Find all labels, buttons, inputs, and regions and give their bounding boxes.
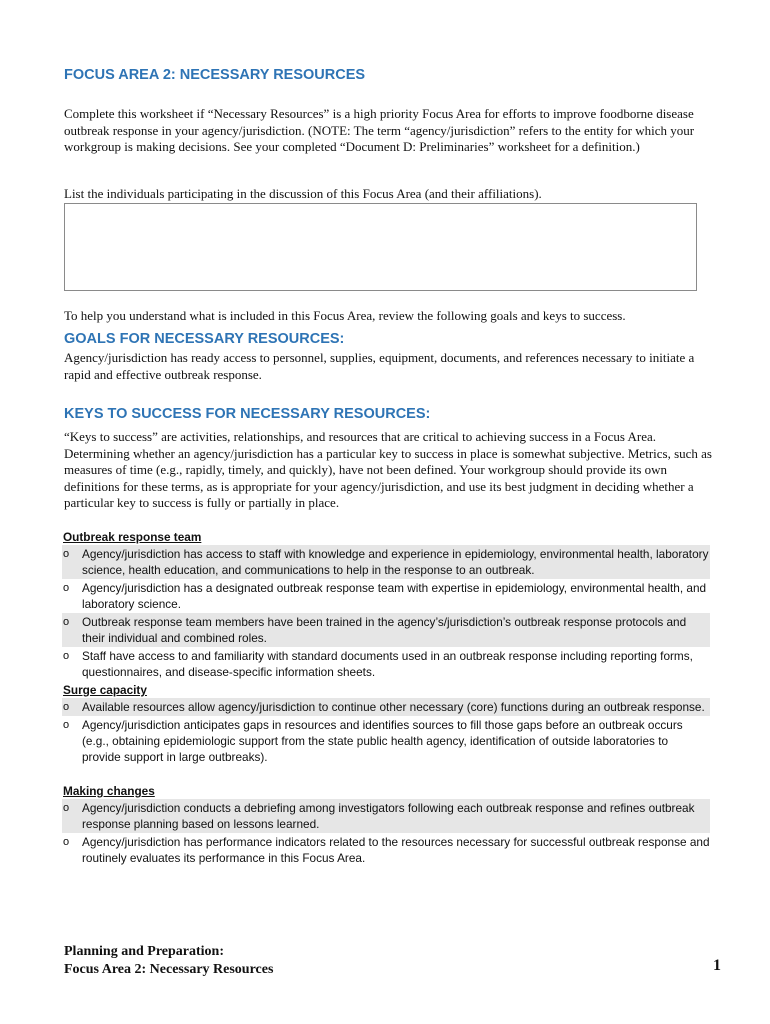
checklist-item-text: Agency/jurisdiction has a designated outbreak response team with expertise in epidemiology, environmental health, and laboratory science. (82, 581, 707, 611)
goals-paragraph: Agency/jurisdiction has ready access to personnel, supplies, equipment, documents, and references necessary to initiate a rapid and effective outbreak response. (64, 350, 695, 382)
review-instruction: To help you understand what is included in this Focus Area, review the following goals and keys to success. (64, 308, 626, 323)
checklist-item (62, 579, 710, 613)
section-outbreak-response-team (62, 530, 710, 681)
section-title: Surge capacity (63, 683, 147, 697)
bullet-circle-icon: o (63, 701, 70, 713)
section-making-changes (62, 784, 710, 867)
goals-heading: GOALS FOR NECESSARY RESOURCES: (64, 331, 345, 347)
checklist-item (62, 716, 710, 766)
checklist-item (62, 833, 710, 867)
bullet-circle-icon: o (63, 836, 70, 848)
checklist-item-text: Agency/jurisdiction has performance indicators related to the resources necessary for successful outbreak response and routinely evaluates its performance in this Focus Area. (82, 835, 710, 865)
section-title: Outbreak response team (63, 530, 202, 544)
page-title: FOCUS AREA 2: NECESSARY RESOURCES (64, 67, 366, 83)
keys-heading: KEYS TO SUCCESS FOR NECESSARY RESOURCES: (64, 406, 431, 422)
bullet-circle-icon: o (63, 650, 70, 662)
checklist-item (62, 545, 710, 579)
bullet-circle-icon: o (63, 582, 70, 594)
bullet-circle-icon: o (63, 548, 70, 560)
participants-prompt: List the individuals participating in the discussion of this Focus Area (and their affiliations). (64, 186, 542, 201)
section-title: Making changes (63, 784, 155, 798)
checklist-item-text: Staff have access to and familiarity with standard documents used in an outbreak response including reporting forms, questionnaires, and disease-specific information sheets. (82, 649, 693, 679)
intro-paragraph: Complete this worksheet if “Necessary Resources” is a high priority Focus Area for efforts to improve foodborne disease outbreak response in your agency/jurisdiction. (NOTE: The term “agency/jurisdiction” refers to the entity for which your workgroup is making decisions. See your completed “Document D: Preliminaries” worksheet for a definition.) (64, 106, 695, 154)
keys-paragraph: “Keys to success” are activities, relationships, and resources that are critical to achieving success in a Focus Area. Determining whether an agency/jurisdiction has a particular key to success in place is somewhat subjective. Metrics, such as measures of time (e.g., rapidly, timely, and quickly), have not been defined. Your workgroup should provide its own definitions for these terms, as is appropriate for your agency/jurisdiction, and use its best judgment in deciding whether a particular key to success is fully or partially in place. (64, 429, 712, 510)
bullet-circle-icon: o (63, 719, 70, 731)
checklist-item (62, 647, 710, 681)
checklist-item-text: Outbreak response team members have been trained in the agency’s/jurisdiction’s outbreak response protocols and their individual and combined roles. (82, 615, 687, 645)
checklist-item (62, 613, 710, 647)
checklist-item-text: Agency/jurisdiction conducts a debriefing among investigators following each outbreak response and refines outbreak response planning based on lessons learned. (82, 801, 695, 831)
checklist-item-text: Available resources allow agency/jurisdiction to continue other necessary (core) functions during an outbreak response. (82, 700, 705, 714)
footer-line-1: Planning and Preparation: (64, 944, 224, 959)
page-footer (64, 943, 273, 979)
participants-input-box[interactable] (64, 203, 697, 291)
checklist-item-text: Agency/jurisdiction anticipates gaps in resources and identifies sources to fill those gaps before an outbreak occurs (e.g., obtaining epidemiologic support from the state public health agency, identification of outside laboratories to provide support in large outbreaks). (82, 718, 683, 764)
section-surge-capacity (62, 683, 710, 766)
bullet-circle-icon: o (63, 616, 70, 628)
page-number: 1 (713, 957, 721, 974)
checklist-item-text: Agency/jurisdiction has access to staff with knowledge and experience in epidemiology, environmental health, laboratory science, health education, and communications to help in the response to an outbreak. (82, 547, 709, 577)
checklist-item (62, 698, 710, 716)
bullet-circle-icon: o (63, 802, 70, 814)
checklist-item (62, 799, 710, 833)
footer-line-2: Focus Area 2: Necessary Resources (64, 962, 274, 977)
